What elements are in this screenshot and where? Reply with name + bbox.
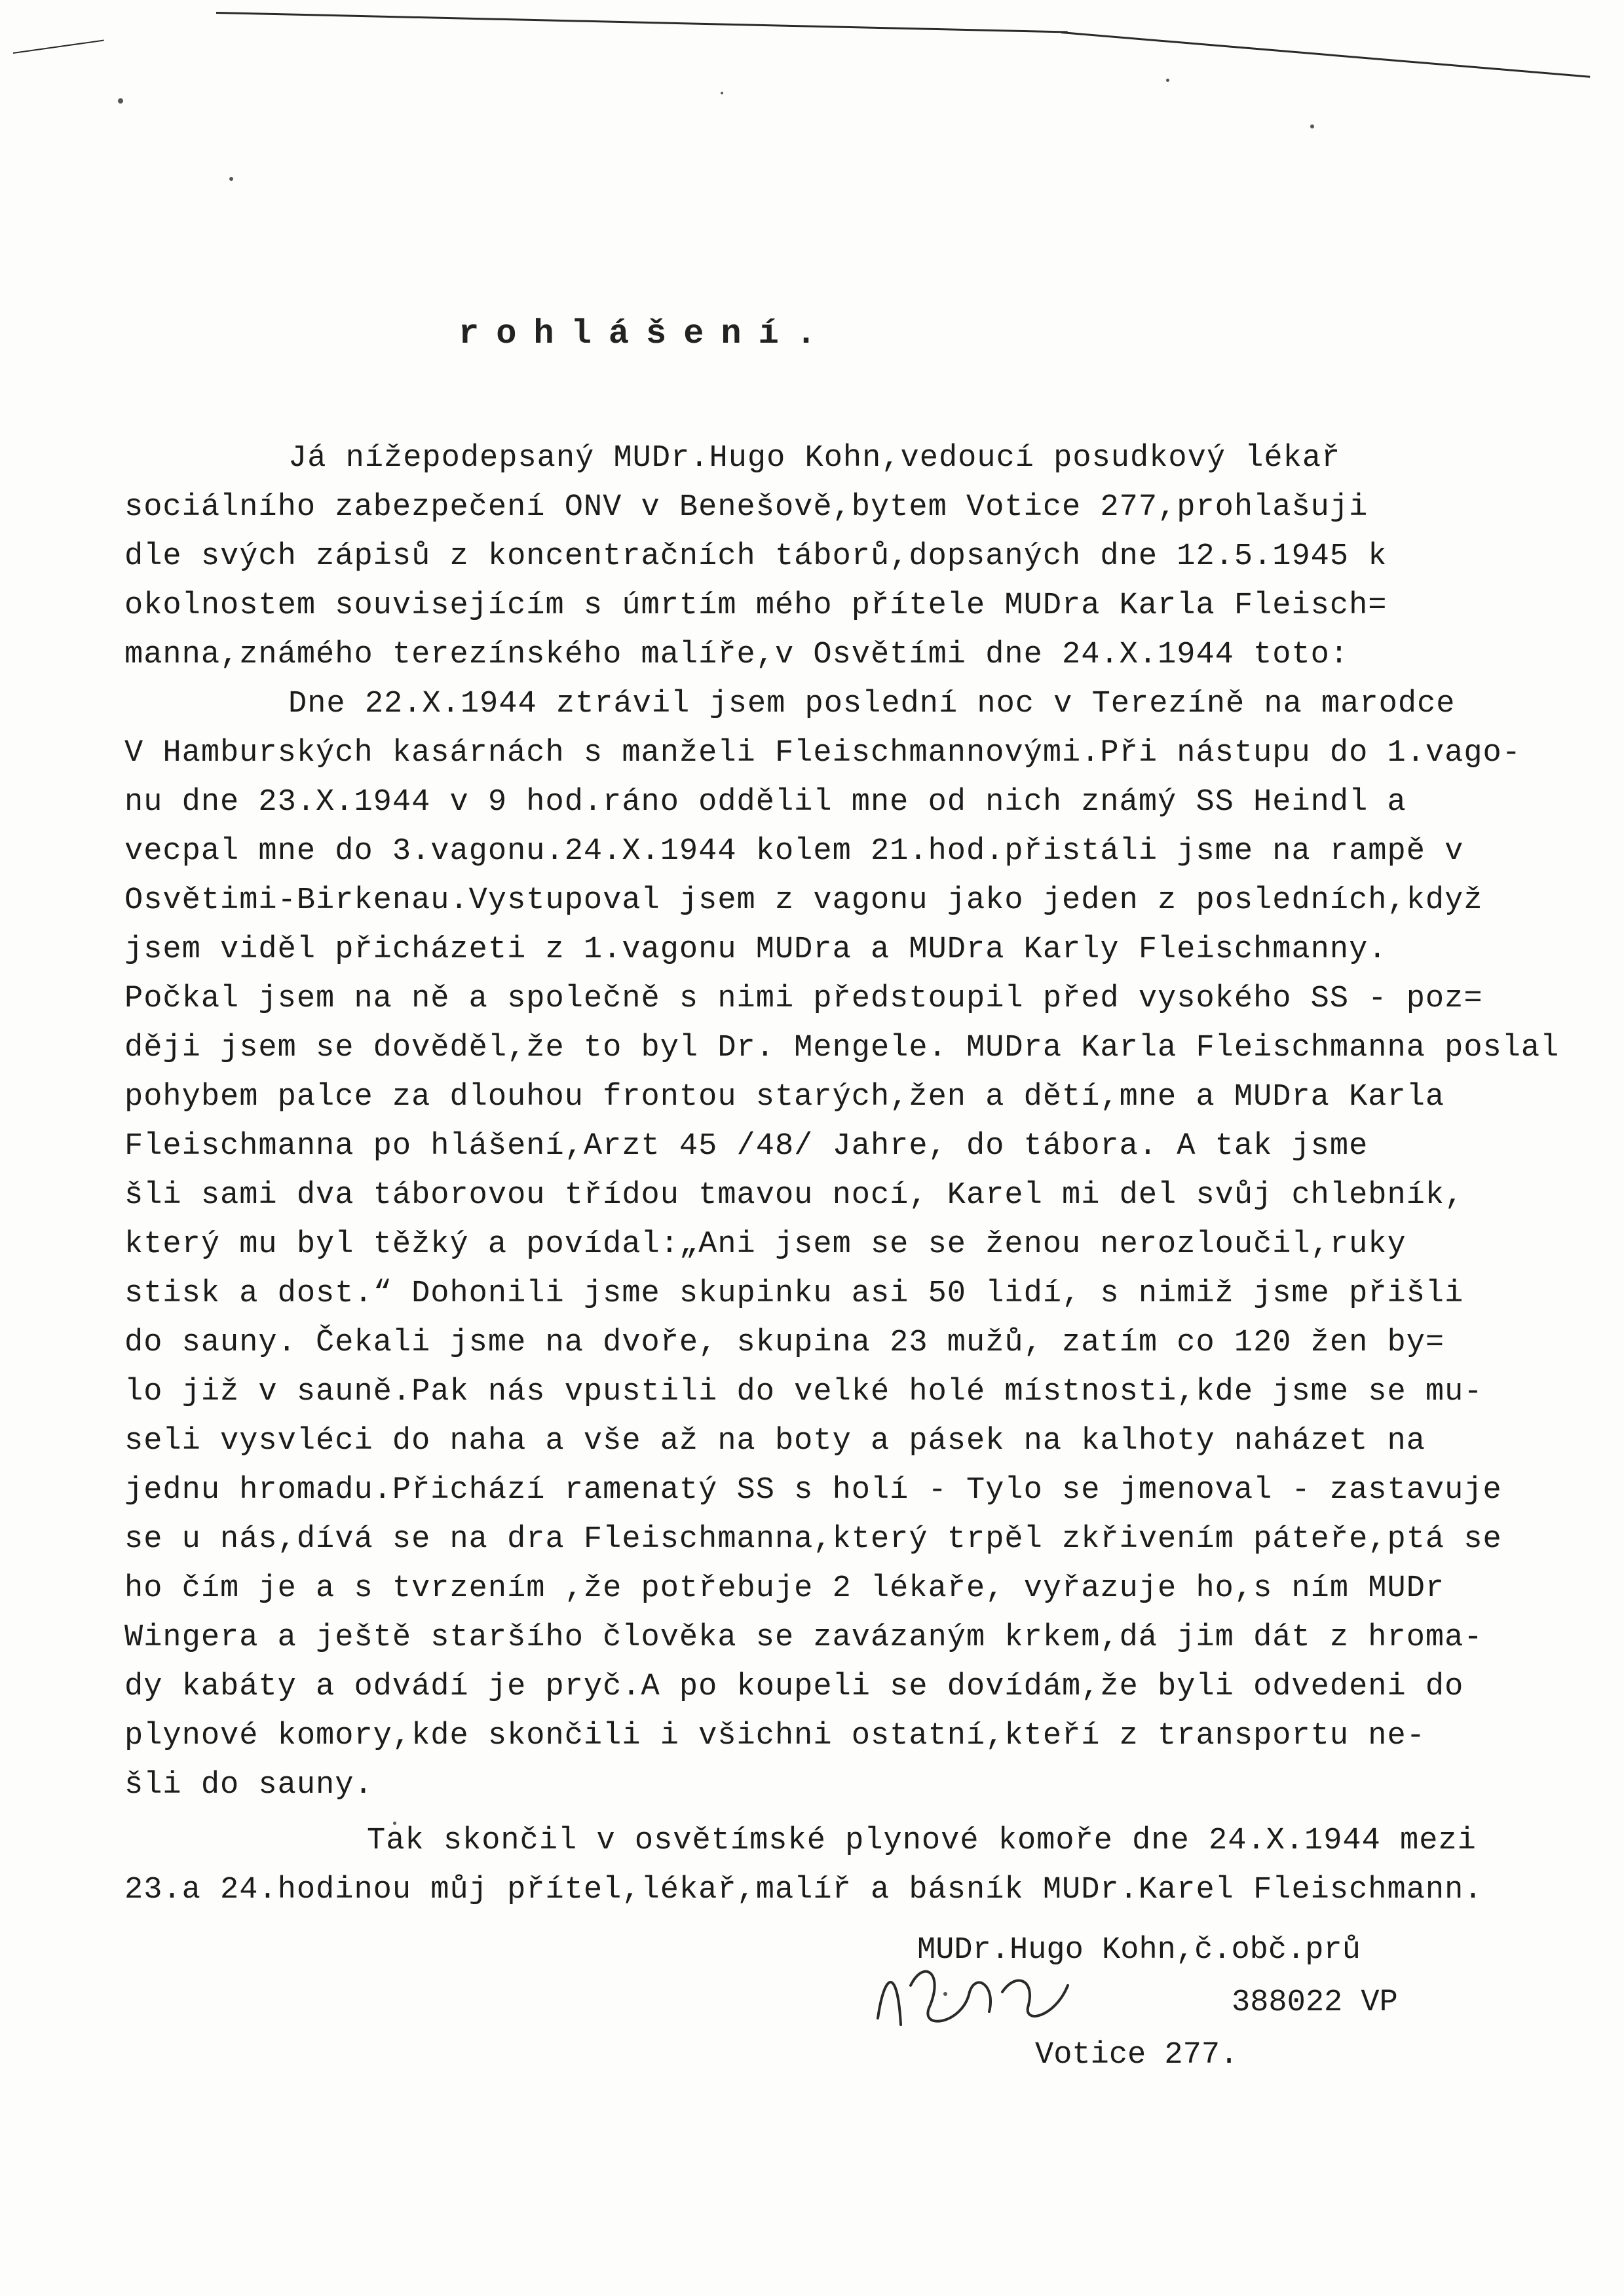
- text-line: Já nížepodepsaný MUDr.Hugo Kohn,vedoucí posudkový lékař: [288, 441, 1341, 476]
- text-line: do sauny. Čekali jsme na dvoře, skupina 23 mužů, zatím co 120 žen by=: [124, 1326, 1445, 1360]
- text-line: vecpal mne do 3.vagonu.24.X.1944 kolem 21.hod.přistáli jsme na rampě v: [124, 834, 1464, 869]
- scan-speck: [229, 177, 233, 181]
- signature-number-line: 388022 VP: [1232, 1985, 1398, 2020]
- scan-speck: [118, 98, 123, 104]
- text-line: stisk a dost.“ Dohonili jsme skupinku asi 50 lidí, s nimiž jsme přišli: [124, 1276, 1464, 1311]
- text-line: lo již v sauně.Pak nás vpustili do velké holé místnosti,kde jsme se mu-: [124, 1375, 1483, 1409]
- text-line: jsem viděl přicházeti z 1.vagonu MUDra a MUDra Karly Fleischmanny.: [124, 932, 1388, 967]
- text-line: se u nás,dívá se na dra Fleischmanna,který trpěl zkřivením páteře,ptá se: [124, 1522, 1502, 1557]
- signature-block: [904, 1933, 1494, 2103]
- signature-name-line: MUDr.Hugo Kohn,č.obč.prů: [917, 1933, 1361, 1968]
- text-line: Tak skončil v osvětímské plynové komoře dne 24.X.1944 mezi: [367, 1824, 1477, 1858]
- text-line: Počkal jsem na ně a společně s nimi předstoupil před vysokého SS - poz=: [124, 982, 1483, 1016]
- text-line: 23.a 24.hodinou můj přítel,lékař,malíř a básník MUDr.Karel Fleischmann.: [124, 1873, 1483, 1907]
- text-line: jednu hromadu.Přichází ramenatý SS s holí - Tylo se jmenoval - zastavuje: [124, 1473, 1502, 1508]
- text-line: Osvětimi-Birkenau.Vystupoval jsem z vagonu jako jeden z posledních,když: [124, 883, 1483, 918]
- text-line: ději jsem se dověděl,že to byl Dr. Mengele. MUDra Karla Fleischmanna poslal: [124, 1031, 1560, 1065]
- text-line: šli do sauny.: [124, 1768, 373, 1803]
- scan-edge-line-left: [13, 40, 104, 54]
- text-line: dy kabáty a odvádí je pryč.A po koupeli se dovídám,že byli odvedeni do: [124, 1670, 1464, 1704]
- text-line: sociálního zabezpečení ONV v Benešově,bytem Votice 277,prohlašuji: [124, 490, 1369, 525]
- text-line: který mu byl těžký a povídal:„Ani jsem se se ženou nerozloučil,ruky: [124, 1227, 1407, 1262]
- scan-edge-line-top-right: [1061, 31, 1590, 78]
- document-title: rohlášení.: [459, 315, 834, 353]
- text-line: V Hamburských kasárnách s manželi Fleischmannovými.Při nástupu do 1.vago-: [124, 736, 1521, 771]
- scan-speck: [721, 92, 723, 94]
- text-line: Fleischmanna po hlášení,Arzt 45 /48/ Jahre, do tábora. A tak jsme: [124, 1129, 1369, 1164]
- text-line: pohybem palce za dlouhou frontou starých,žen a dětí,mne a MUDra Karla: [124, 1080, 1445, 1115]
- scan-edge-line-top: [216, 12, 1068, 33]
- text-line: šli sami dva táborovou třídou tmavou nocí, Karel mi del svůj chlebník,: [124, 1178, 1464, 1213]
- text-line: Wingera a ještě staršího člověka se zavázaným krkem,dá jim dát z hroma-: [124, 1620, 1483, 1655]
- scan-speck: [1310, 124, 1314, 128]
- text-line: manna,známého terezínského malíře,v Osvětími dne 24.X.1944 toto:: [124, 638, 1350, 672]
- text-line: dle svých zápisů z koncentračních táborů,dopsaných dne 12.5.1945 k: [124, 539, 1388, 574]
- text-line: nu dne 23.X.1944 v 9 hod.ráno oddělil mne od nich známý SS Heindl a: [124, 785, 1407, 820]
- text-line: okolnostem souvisejícím s úmrtím mého přítele MUDra Karla Fleisch=: [124, 588, 1388, 623]
- text-line: ho čím je a s tvrzením ,že potřebuje 2 lékaře, vyřazuje ho,s ním MUDr: [124, 1571, 1445, 1606]
- text-line: seli vysvléci do naha a vše až na boty a pásek na kalhoty naházet na: [124, 1424, 1426, 1459]
- scan-speck: [1166, 79, 1169, 82]
- text-line: Dne 22.X.1944 ztrávil jsem poslední noc v Terezíně na marodce: [288, 687, 1456, 721]
- signature-address-line: Votice 277.: [1035, 2038, 1239, 2073]
- text-line: plynové komory,kde skončili i všichni ostatní,kteří z transportu ne-: [124, 1719, 1426, 1753]
